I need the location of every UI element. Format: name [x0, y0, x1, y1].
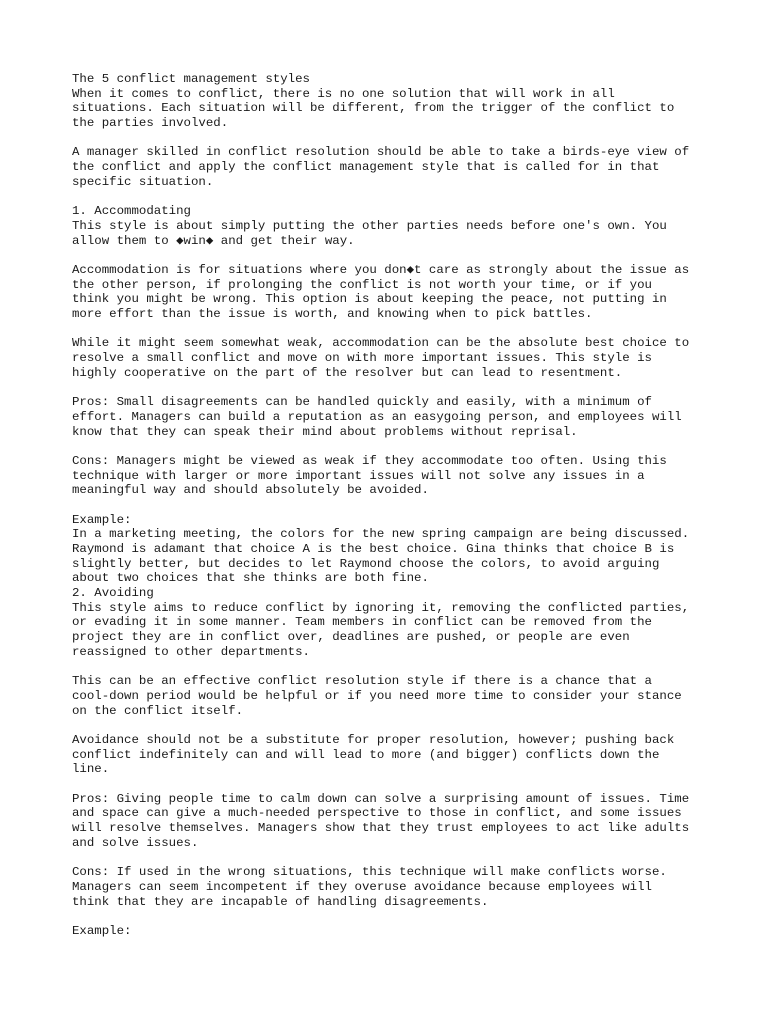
text-line: effort. Managers can build a reputation as an easygoing person, and employees will: [72, 409, 682, 424]
text-line: project they are in conflict over, deadlines are pushed, or people are even: [72, 630, 630, 645]
text-line: and solve issues.: [72, 835, 199, 850]
text-line: know that they can speak their mind about problems without reprisal.: [72, 424, 578, 439]
blank-line: [72, 131, 712, 146]
text-line: on the conflict itself.: [72, 703, 244, 718]
text-line: Example:: [72, 512, 132, 527]
blank-line: [72, 777, 712, 792]
text-line: When it comes to conflict, there is no one solution that will work in all: [72, 86, 615, 101]
text-line: This style aims to reduce conflict by ignoring it, removing the conflicted parties,: [72, 600, 690, 615]
text-line: resolve a small conflict and move on with more important issues. This style is: [72, 351, 652, 366]
text-line: Example:: [72, 923, 132, 938]
text-line: allow them to ◆win◆ and get their way.: [72, 233, 355, 248]
text-line: While it might seem somewhat weak, accommodation can be the absolute best choice to: [72, 336, 690, 351]
text-line: 2. Avoiding: [72, 586, 154, 601]
text-line: or evading it in some manner. Team members in conflict can be removed from the: [72, 615, 652, 630]
text-line: slightly better, but decides to let Raymond choose the colors, to avoid arguing: [72, 556, 660, 571]
blank-line: [72, 380, 712, 395]
text-line: Cons: Managers might be viewed as weak if they accommodate too often. Using this: [72, 453, 667, 468]
blank-line: [72, 718, 712, 733]
blank-line: [72, 498, 712, 513]
text-line: will resolve themselves. Managers show that they trust employees to act like adults: [72, 821, 690, 836]
text-line: more effort than the issue is worth, and knowing when to pick battles.: [72, 307, 593, 321]
text-line: think that they are incapable of handling disagreements.: [72, 894, 489, 909]
text-line: conflict indefinitely can and will lead to more (and bigger) conflicts down the: [72, 747, 660, 762]
text-line: about two choices that she thinks are both fine.: [72, 571, 429, 586]
text-line: the parties involved.: [72, 116, 229, 131]
text-line: line.: [72, 762, 110, 777]
text-line: Raymond is adamant that choice A is the best choice. Gina thinks that choice B is: [72, 542, 675, 556]
text-line: A manager skilled in conflict resolution should be able to take a birds-eye view of: [72, 145, 690, 160]
text-line: reassigned to other departments.: [72, 644, 310, 659]
text-line: the other person, if prolonging the conflict is not worth your time, or if you: [72, 277, 652, 292]
text-line: and space can give a much-needed perspective to those in conflict, and some issues: [72, 806, 682, 821]
blank-line: [72, 439, 712, 454]
text-line: meaningful way and should absolutely be avoided.: [72, 483, 429, 498]
blank-line: [72, 660, 712, 675]
text-line: Cons: If used in the wrong situations, this technique will make conflicts worse.: [72, 865, 667, 880]
blank-line: [72, 850, 712, 865]
text-line: Pros: Giving people time to calm down can solve a surprising amount of issues. Time: [72, 791, 690, 806]
blank-line: [72, 909, 712, 924]
blank-line: [72, 248, 712, 263]
text-line: cool-down period would be helpful or if you need more time to consider your stance: [72, 688, 682, 703]
blank-line: [72, 190, 712, 205]
text-line: specific situation.: [72, 174, 214, 189]
text-line: the conflict and apply the conflict management style that is called for in that: [72, 160, 660, 175]
text-line: Avoidance should not be a substitute for proper resolution, however; pushing back: [72, 732, 675, 747]
text-line: technique with larger or more important issues will not solve any issues in a: [72, 468, 645, 483]
text-line: This style is about simply putting the other parties needs before one's own. You: [72, 218, 667, 233]
text-line: The 5 conflict management styles: [72, 72, 310, 86]
text-line: 1. Accommodating: [72, 204, 191, 219]
text-line: Managers can seem incompetent if they overuse avoidance because employees will: [72, 879, 652, 894]
text-line: think you might be wrong. This option is about keeping the peace, not putting in: [72, 292, 667, 307]
text-line: Pros: Small disagreements can be handled quickly and easily, with a minimum of: [72, 395, 652, 410]
text-line: In a marketing meeting, the colors for the new spring campaign are being discussed.: [72, 527, 690, 542]
text-line: situations. Each situation will be different, from the trigger of the conflict to: [72, 101, 675, 116]
document-page: [72, 72, 712, 939]
text-line: highly cooperative on the part of the resolver but can lead to resentment.: [72, 365, 623, 380]
text-line: This can be an effective conflict resolution style if there is a chance that a: [72, 674, 652, 689]
text-line: Accommodation is for situations where you don◆t care as strongly about the issue as: [72, 262, 690, 277]
blank-line: [72, 322, 712, 337]
